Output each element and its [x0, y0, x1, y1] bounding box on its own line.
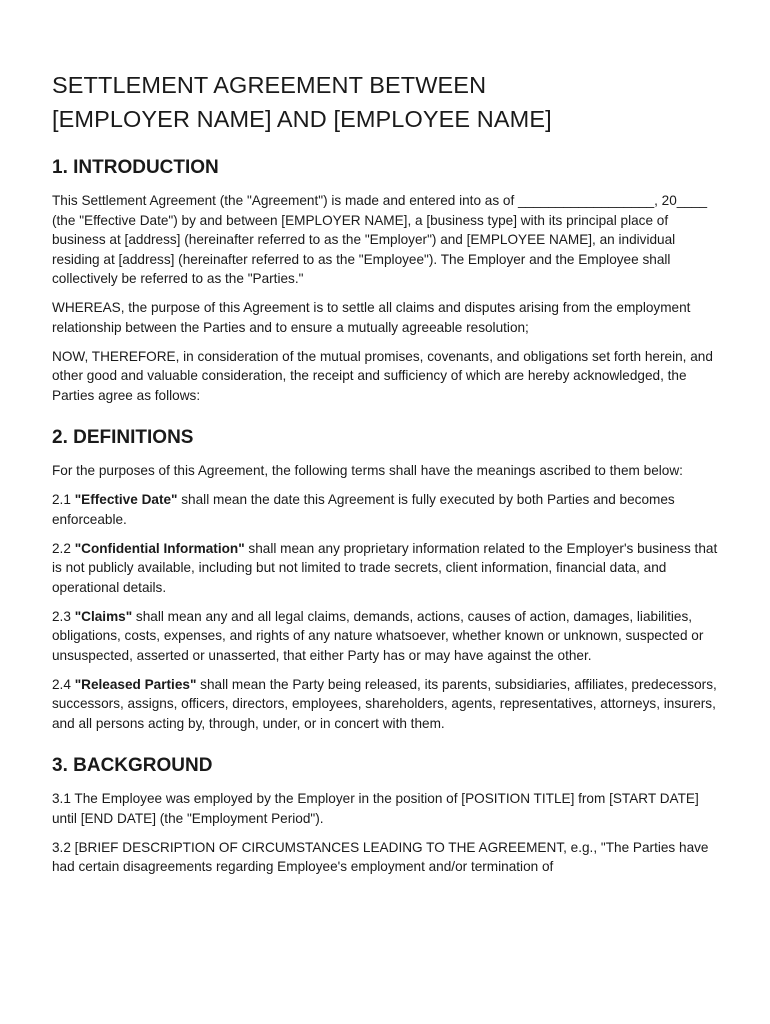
definition-number: 2.3: [52, 608, 75, 624]
definition-text: shall mean the Party being released, its parents, subsidiaries, affiliates, predecessors, successors, assigns, officers, directors, employees, shareholders, agents, representatives, attorneys, insurers, and all persons acting by, through, under, or in concert with them.: [52, 676, 717, 731]
section-definitions: [52, 426, 720, 733]
section-heading-definitions: 2. DEFINITIONS: [52, 427, 194, 448]
definition-text: shall mean any and all legal claims, demands, actions, causes of action, damages, liabilities, obligations, costs, expenses, and rights of any nature whatsoever, whether known or unknown, suspected or unsuspected, asserted or unasserted, that either Party has or may have against the other.: [52, 608, 704, 663]
definition-confidential-information: [52, 539, 720, 598]
definitions-intro: For the purposes of this Agreement, the following terms shall have the meanings ascribed to them below:: [52, 463, 683, 478]
definition-term: "Confidential Information": [74, 540, 245, 556]
definition-term: "Effective Date": [74, 492, 178, 507]
document-title-line-2: [EMPLOYER NAME] AND [EMPLOYEE NAME]: [52, 106, 552, 132]
background-paragraph-employment: 3.1 The Employee was employed by the Employer in the position of [POSITION TITLE] from [START DATE] until [END DATE] (the "Employment Period").: [52, 791, 699, 826]
now-therefore-paragraph: NOW, THEREFORE, in consideration of the mutual promises, covenants, and obligations set forth herein, and other good and valuable consideration, the receipt and sufficiency of which are hereby acknowledged, the Parties agree as follows:: [52, 348, 713, 403]
definition-number: 2.2: [52, 540, 75, 556]
definition-term: "Released Parties": [74, 676, 197, 692]
section-introduction: [52, 156, 720, 405]
definition-released-parties: [52, 675, 720, 734]
section-background: [52, 754, 720, 877]
definition-text: shall mean any proprietary information related to the Employer's business that is not publicly available, including but not limited to trade secrets, client information, financial data, and operational details.: [52, 540, 718, 595]
document-title-line-1: SETTLEMENT AGREEMENT BETWEEN: [52, 72, 487, 98]
section-heading-background: 3. BACKGROUND: [52, 755, 213, 776]
section-heading-introduction: 1. INTRODUCTION: [52, 157, 219, 178]
definition-claims: [52, 607, 720, 666]
background-paragraph-circumstances: 3.2 [BRIEF DESCRIPTION OF CIRCUMSTANCES LEADING TO THE AGREEMENT, e.g., "The Parties have had certain disagreements regarding Employee's employment and/or termination of: [52, 839, 709, 874]
document-page: [52, 68, 720, 898]
definition-text: shall mean the date this Agreement is fully executed by both Parties and becomes enforceable.: [52, 492, 675, 527]
definition-term: "Claims": [74, 608, 133, 624]
definition-number: 2.1: [52, 492, 75, 507]
definition-effective-date: [52, 490, 720, 529]
document-title: [52, 68, 720, 136]
introduction-paragraph: This Settlement Agreement (the "Agreement") is made and entered into as of __________________, 20____ (the "Effective Date") by and between [EMPLOYER NAME], a [business type] with its principal place of business at [address] (hereinafter referred to as the "Employer") and [EMPLOYEE NAME], an individual residing at [address] (hereinafter referred to as the "Employee"). The Employer and the Employee shall collectively be referred to as the "Parties.": [52, 193, 708, 286]
definition-number: 2.4: [52, 676, 75, 692]
whereas-paragraph: WHEREAS, the purpose of this Agreement is to settle all claims and disputes arising from the employment relationship between the Parties and to ensure a mutually agreeable resolution;: [52, 300, 691, 335]
